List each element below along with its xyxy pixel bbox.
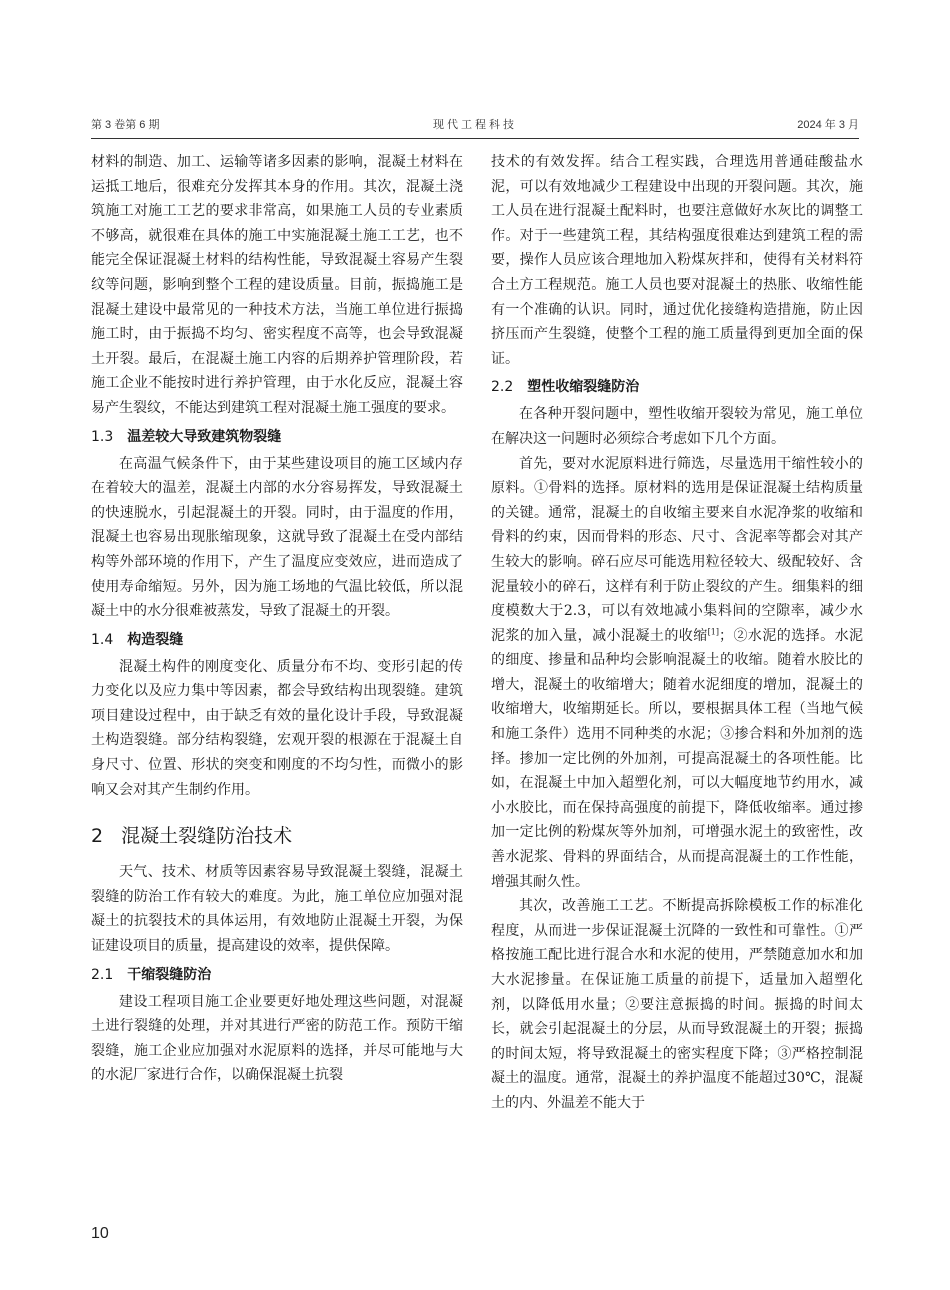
journal-volume: 第 3 卷第 6 期	[91, 119, 160, 131]
paragraph-text: ；②水泥的选择。水泥的细度、掺量和品种均会影响混凝土的收缩。随着水胶比的增大，混凝土的收缩增大；随着水泥细度的增加，混凝土的收缩增大，收缩期延长。所以，要根据具体工程（当地气候和施工条件）选用不同种类的水泥；③掺合料和外加剂的选择。掺加一定比例的外加剂，可提高混凝土的各项性能。比如，在混凝土中加入超塑化剂，可以大幅度地节约用水，减小水胶比，而在保持高强度的前提下，降低收缩率。通过掺加一定比例的粉煤灰等外加剂，可增强水泥土的致密性，改善水泥浆、骨料的界面结合，从而提高混凝土的工作性能，增强其耐久性。	[491, 627, 864, 890]
section-heading-1-3	[91, 425, 463, 449]
section-heading-2	[91, 822, 463, 850]
section-title: 塑性收缩裂缝防治	[527, 379, 640, 396]
paragraph-2-1-continued: 技术的有效发挥。结合工程实践，合理选用普通硅酸盐水泥，可以有效地减少工程建设中出现的开裂问题。其次，施工人员在进行混凝土配料时，也要注意做好水灰比的调整工作。对于一些建筑工程，其结构强度很难达到建筑工程的需要，操作人员应该合理地加入粉煤灰拌和，使得有关材料符合土方工程规范。施工人员也要对混凝土的热胀、收缩性能有一个准确的认识。同时，通过优化接缝构造措施，防止因挤压而产生裂缝，使整个工程的施工质量得到更加全面的保证。	[491, 154, 863, 367]
paragraph-2-2-materials	[491, 452, 863, 895]
paragraph-2-2-intro: 在各种开裂问题中，塑性收缩开裂较为常见，施工单位在解决这一问题时必须综合考虑如下几个方面。	[491, 406, 863, 447]
section-heading-2-1	[91, 963, 463, 987]
section-number: 2.2	[491, 379, 514, 396]
paragraph-intro-continued: 材料的制造、加工、运输等诸多因素的影响，混凝土材料在运抵工地后，很难充分发挥其本身的作用。其次，混凝土浇筑施工对施工工艺的要求非常高，如果施工人员的专业素质不够高，就很难在具体的施工中实施混凝土施工工艺，也不能完全保证混凝土材料的结构性能，导致混凝土容易产生裂纹等问题，影响到整个工程的建设质量。目前，振捣施工是混凝土建设中最常见的一种技术方法，当施工单位进行振捣施工时，由于振捣不均匀、密实程度不高等，也会导致混凝土开裂。最后，在混凝土施工内容的后期养护管理阶段，若施工企业不能按时进行养护管理，由于水化反应，混凝土容易产生裂纹，不能达到建筑工程对混凝土施工强度的要求。	[91, 154, 463, 416]
page-number: 10	[91, 1225, 109, 1242]
journal-title: 现代工程科技	[433, 119, 517, 131]
section-title: 混凝土裂缝防治技术	[121, 825, 293, 848]
paragraph-1-3: 在高温气候条件下，由于某些建设项目的施工区域内存在着较大的温差，混凝土内部的水分容易挥发，导致混凝土的快速脱水，引起混凝土的开裂。同时，由于温度的作用，混凝土也容易出现胀缩现象，这就导致了混凝土在受内部结构等外部环境的作用下，产生了温度应变效应，进而造成了使用寿命缩短。另外，因为施工场地的气温比较低，所以混凝土中的水分很难被蒸发，导致了混凝土的开裂。	[91, 455, 463, 620]
section-title: 温差较大导致建筑物裂缝	[127, 428, 282, 445]
section-title: 构造裂缝	[127, 631, 184, 648]
section-heading-1-4	[91, 628, 463, 652]
paragraph-2-1: 建设工程项目施工企业要更好地处理这些问题，对混凝土进行裂缝的处理，并对其进行严密的防范工作。预防干缩裂缝，施工企业应加强对水泥原料的选择，并尽可能地与大的水泥厂家进行合作，以确保混凝土抗裂	[91, 993, 463, 1084]
running-header	[91, 116, 859, 139]
section-title: 干缩裂缝防治	[127, 966, 212, 983]
section-number: 1.3	[91, 428, 114, 445]
section-number: 1.4	[91, 631, 114, 648]
issue-date: 2024 年 3 月	[797, 119, 859, 131]
section-number: 2	[91, 825, 104, 848]
left-column	[91, 150, 463, 1088]
paragraph-1-4: 混凝土构件的刚度变化、质量分布不均、变形引起的传力变化以及应力集中等因素，都会导致结构出现裂缝。建筑项目建设过程中，由于缺乏有效的量化设计手段，导致混凝土构造裂缝。部分结构裂缝，宏观开裂的根源在于混凝土自身尺寸、位置、形状的突变和刚度的不均匀性，而微小的影响又会对其产生制约作用。	[91, 658, 463, 798]
citation-ref: [1]	[707, 627, 720, 637]
section-number: 2.1	[91, 966, 114, 983]
section-heading-2-2	[491, 375, 863, 399]
paragraph-2-2-process: 其次，改善施工工艺。不断提高拆除模板工作的标准化程度，从而进一步保证混凝土沉降的一致性和可靠性。①严格按施工配比进行混合水和水泥的使用，严禁随意加水和加大水泥掺量。在保证施工质量的前提下，适量加入超塑化剂，以降低用水量；②要注意振捣的时间。振捣的时间太长，就会引起混凝土的分层，从而导致混凝土的开裂；振捣的时间太短，将导致混凝土的密实程度下降；③严格控制混凝土的温度。通常，混凝土的养护温度不能超过30℃，混凝土的内、外温差不能大于	[491, 898, 863, 1111]
right-column	[491, 150, 863, 1116]
paragraph-2: 天气、技术、材质等因素容易导致混凝土裂缝，混凝土裂缝的防治工作有较大的难度。为此，施工单位应加强对混凝土的抗裂技术的具体运用，有效地防止混凝土开裂，为保证建设项目的质量，提高建设的效率，提供保障。	[91, 864, 463, 955]
paragraph-text: 首先，要对水泥原料进行筛选，尽量选用干缩性较小的原料。①骨料的选择。原材料的选用是保证混凝土结构质量的关键。通常，混凝土的自收缩主要来自水泥净浆的收缩和骨料的约束，因而骨料的形态、尺寸、含泥率等都会对其产生较大的影响。碎石应尽可能选用粒径较大、级配较好、含泥量较小的碎石，这样有利于防止裂纹的产生。细集料的细度模数大于2.3，可以有效地减小集料间的空隙率，减少水泥浆的加入量，减小混凝土的收缩	[491, 455, 863, 644]
